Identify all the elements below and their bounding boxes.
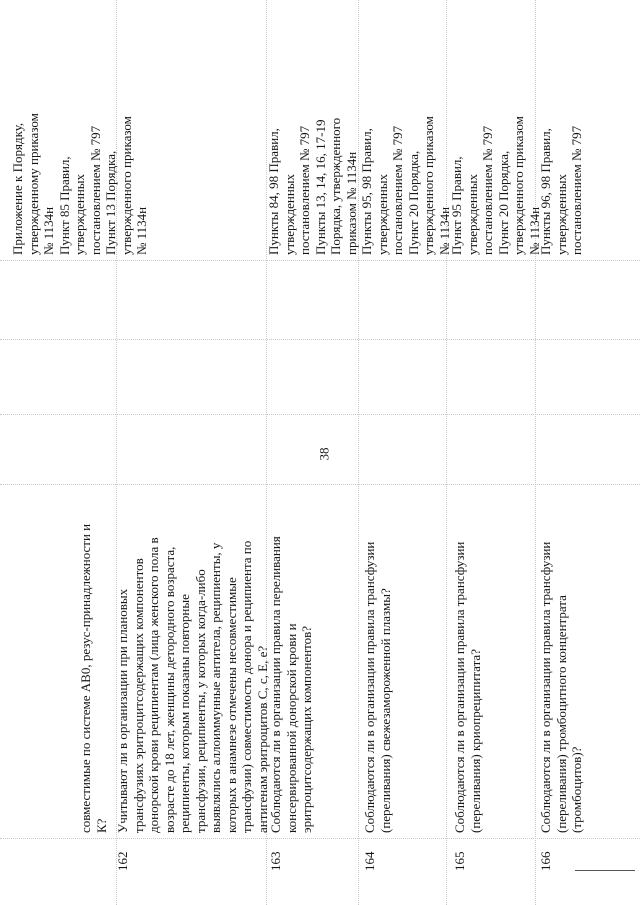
text-line: Пункты 84, 98 Правил,	[266, 128, 281, 255]
text-line: трансфузии) совместимость донора и реципиента по	[239, 540, 254, 833]
text-line: выявлялись аллоиммунные антитела, реципиенты, у	[208, 542, 223, 833]
question-cell	[362, 487, 393, 833]
text-line: антигенам эритроцитов С, с, Е, е?	[254, 645, 270, 833]
text-line: Учитывают ли в организации при плановых	[115, 588, 130, 833]
text-line: № 1134н	[41, 206, 56, 255]
text-line: утвержденного приказом	[511, 116, 526, 255]
text-line: эритроцитсодержащих компонентов?	[299, 625, 314, 833]
text-line: постановлением № 797	[390, 125, 405, 255]
text-line: Пункт 20 Порядка,	[495, 150, 511, 255]
text-line: Пункты 13, 14, 16, 17-19	[312, 119, 328, 255]
row-number: 164	[362, 851, 377, 871]
question-cell	[115, 487, 270, 833]
row-number: 162	[115, 851, 130, 871]
text-line: приказом № 1134н	[343, 151, 359, 255]
text-line: возрасте до 18 лет, женщины детородного возраста,	[161, 546, 177, 833]
text-line: утвержденных	[374, 173, 390, 255]
text-line: (тромбоцитов)?	[569, 746, 584, 833]
text-line: трансфузиях эритроцитсодержащих компонентов	[130, 558, 146, 833]
text-line: Пункт 13 Порядка,	[103, 150, 118, 255]
text-line: № 1134н	[526, 206, 542, 255]
reference-cell	[10, 65, 150, 255]
text-line: Соблюдаются ли в организации правила трансфузии	[452, 541, 467, 833]
row-number: 165	[452, 851, 467, 871]
text-line: Пункт 95 Правил,	[449, 156, 464, 255]
text-line: Приложение к Порядку,	[10, 122, 25, 255]
text-line: Соблюдаются ли в организации правила трансфузии	[538, 541, 553, 833]
reference-cell	[359, 65, 452, 255]
text-line: утвержденных	[72, 173, 87, 255]
text-line: постановлением № 797	[569, 125, 584, 255]
text-line: постановлением № 797	[480, 125, 495, 255]
question-cell	[268, 487, 315, 833]
question-cell	[78, 487, 109, 833]
text-line: утвержденного приказом	[421, 116, 436, 255]
text-line: утвержденного приказом	[118, 116, 134, 255]
question-cell	[452, 487, 483, 833]
question-cell	[538, 487, 585, 833]
text-line: № 1134н	[436, 206, 452, 255]
text-line: (переливания) свежезамороженной плазмы?	[377, 588, 393, 833]
text-line: № 1134н	[134, 206, 149, 255]
text-line: совместимые по системе АВ0, резус-принадлежности и	[78, 523, 93, 833]
text-line: (переливания) тромбоцитного концентрата	[553, 595, 569, 833]
text-line: которых в анамнезе отмечены несовместимые	[223, 577, 239, 833]
text-line: Порядка, утвержденного	[328, 117, 343, 255]
text-line: утвержденных	[281, 173, 297, 255]
text-line: Соблюдаются ли в организации правила трансфузии	[362, 541, 377, 833]
text-line: Пункты 96, 98 Правил,	[538, 128, 553, 255]
text-line: донорской крови реципиентам (лица женского пола в	[146, 537, 161, 833]
reference-cell	[266, 65, 359, 255]
text-line: постановлением № 797	[87, 125, 103, 255]
reference-cell	[449, 65, 542, 255]
text-line: Соблюдаются ли в организации правила переливания	[268, 536, 283, 833]
row-number: 166	[538, 851, 553, 871]
text-line: реципиенты, которым показаны повторные	[177, 594, 192, 833]
page-number: 38	[316, 447, 332, 461]
text-line: утвержденных	[553, 173, 569, 255]
text-line: (переливания) криопреципитата?	[467, 649, 483, 833]
text-line: Пункт 20 Порядка,	[405, 150, 421, 255]
reference-cell	[538, 65, 585, 255]
text-line: консервированной донорской крови и	[283, 623, 299, 833]
text-line: Пункты 95, 98 Правил,	[359, 128, 374, 255]
text-line: утвержденному приказом	[25, 113, 41, 255]
text-line: К?	[93, 818, 109, 833]
text-line: утвержденных	[464, 173, 480, 255]
text-line: постановлением № 797	[297, 125, 312, 255]
text-line: трансфузии, реципиенты, у которых когда-либо	[192, 569, 208, 833]
text-line: Пункт 85 Правил,	[56, 156, 72, 255]
row-number: 163	[268, 851, 283, 871]
